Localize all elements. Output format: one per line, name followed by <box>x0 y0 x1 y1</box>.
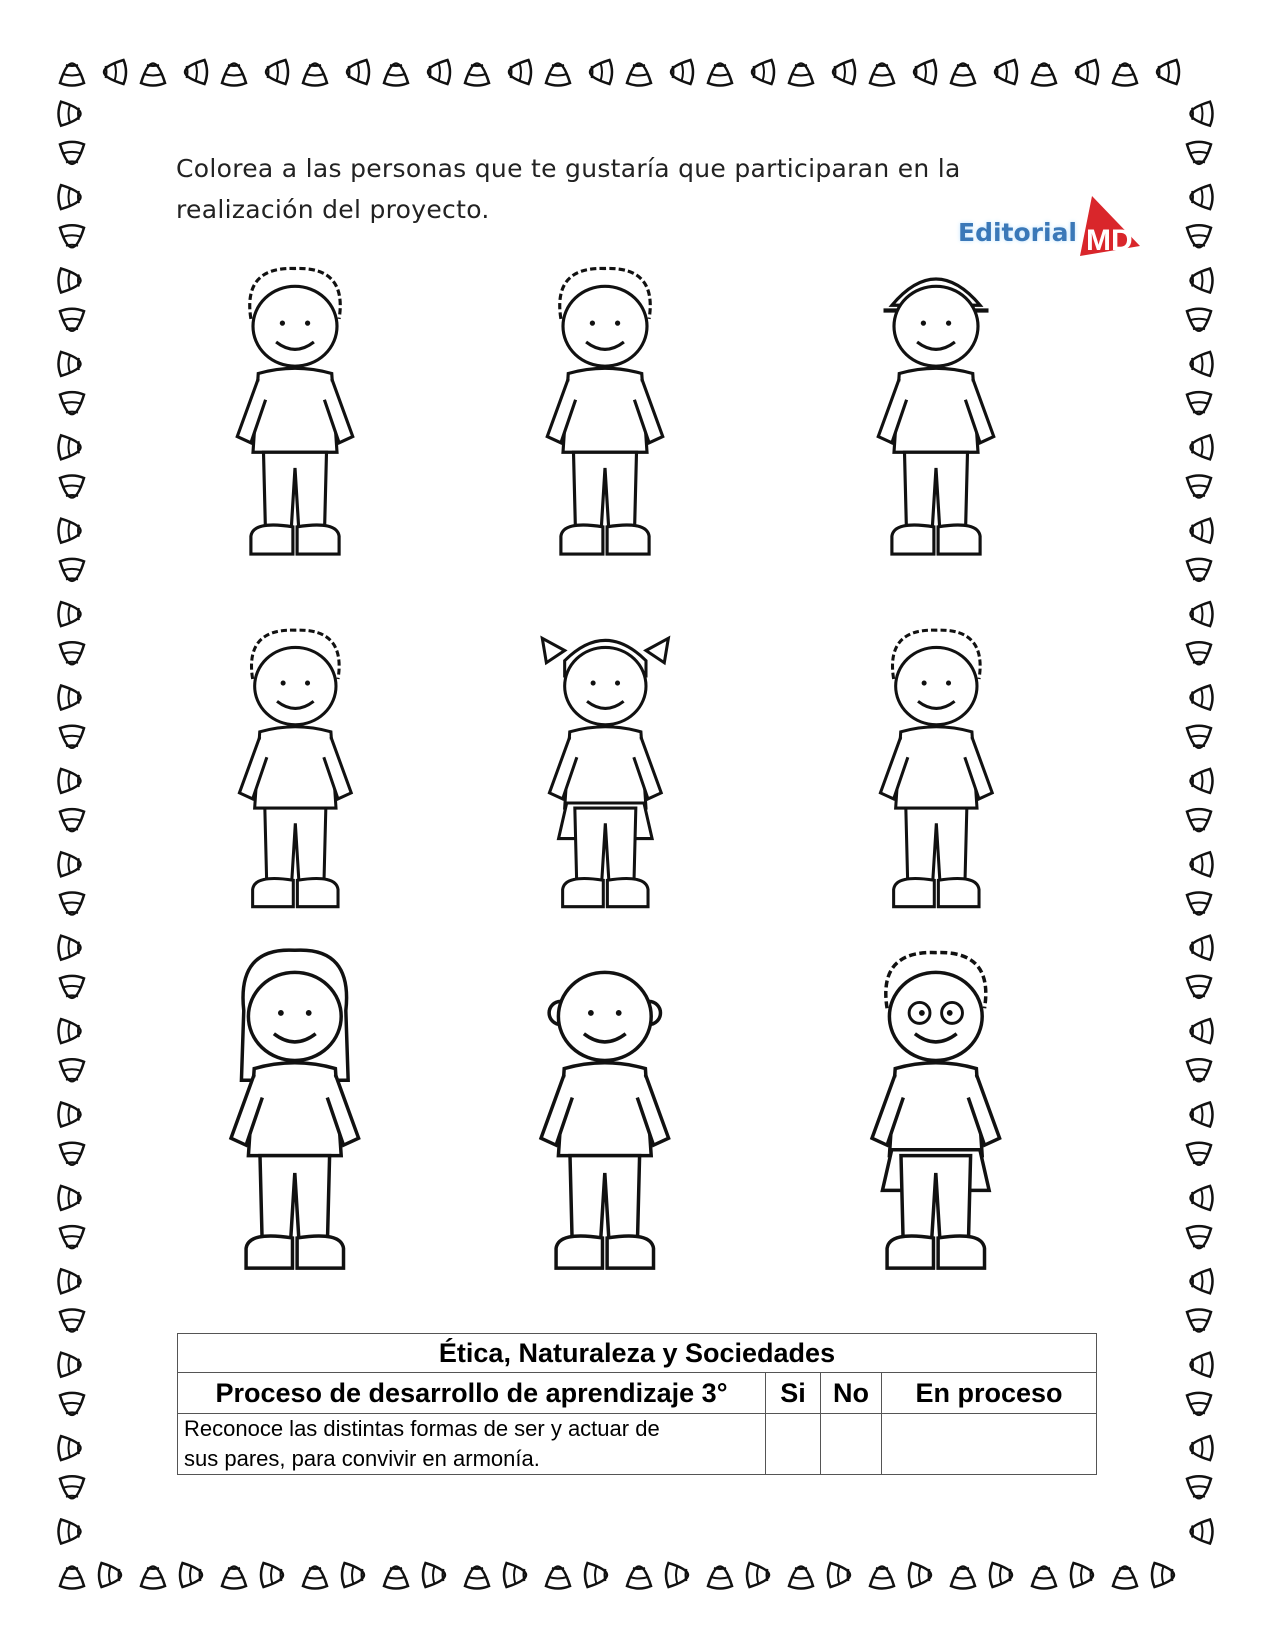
candy-corn-icon <box>1191 352 1213 376</box>
candy-corn-icon <box>347 60 369 84</box>
candy-corn-icon <box>870 1567 894 1589</box>
candy-corn-icon <box>627 64 651 86</box>
candy-corn-icon <box>1187 893 1211 915</box>
candy-corn-icon <box>1191 102 1213 126</box>
candy-corn-icon <box>60 1143 84 1165</box>
candy-corn-icon <box>1113 1567 1137 1589</box>
candy-corn-icon <box>1187 726 1211 748</box>
candy-corn-icon <box>504 1563 526 1587</box>
header-en-proceso: En proceso <box>882 1373 1097 1414</box>
candy-corn-icon <box>1191 435 1213 459</box>
candy-corn-icon <box>59 102 81 126</box>
candy-corn-icon <box>59 686 81 710</box>
candy-corn-icon <box>141 64 165 86</box>
candy-corn-icon <box>104 60 126 84</box>
candy-corn-icon <box>1191 1103 1213 1127</box>
candy-corn-icon <box>1187 392 1211 414</box>
figure-puppeteer-woman <box>211 258 379 573</box>
candy-corn-icon <box>59 1436 81 1460</box>
candy-corn-icon <box>266 60 288 84</box>
candy-corn-icon <box>951 1567 975 1589</box>
candy-corn-icon <box>1191 769 1213 793</box>
candy-corn-icon <box>60 893 84 915</box>
candy-corn-icon <box>1113 64 1137 86</box>
cell-en-proceso[interactable] <box>882 1414 1097 1475</box>
candy-corn-icon <box>870 64 894 86</box>
candy-corn-icon <box>303 1567 327 1589</box>
candy-corn-icon <box>99 1563 121 1587</box>
candy-corn-icon <box>428 60 450 84</box>
candy-corn-icon <box>60 476 84 498</box>
candy-corn-icon <box>60 392 84 414</box>
candy-corn-icon <box>1076 60 1098 84</box>
candy-corn-icon <box>465 64 489 86</box>
candy-corn-icon <box>60 1059 84 1081</box>
candy-corn-icon <box>384 1567 408 1589</box>
candy-corn-icon <box>59 185 81 209</box>
candy-corn-icon <box>1187 309 1211 331</box>
candy-corn-icon <box>303 64 327 86</box>
candy-corn-icon <box>1187 1476 1211 1498</box>
candy-corn-icon <box>60 726 84 748</box>
candy-corn-icon <box>59 435 81 459</box>
candy-corn-icon <box>342 1563 364 1587</box>
figure-boy-arms-crossed <box>855 620 1018 925</box>
candy-corn-icon <box>384 64 408 86</box>
figure-tech-man <box>521 258 689 573</box>
candy-corn-icon <box>1187 142 1211 164</box>
candy-corn-icon <box>222 1567 246 1589</box>
candy-corn-icon <box>180 1563 202 1587</box>
candy-corn-icon <box>1191 269 1213 293</box>
candy-corn-icon <box>914 60 936 84</box>
candy-corn-icon <box>1157 60 1179 84</box>
candy-corn-icon <box>1191 185 1213 209</box>
candy-corn-icon <box>60 1476 84 1498</box>
instructions <box>176 148 1076 230</box>
figure-grandmother <box>843 941 1029 1289</box>
candy-corn-icon <box>1191 1436 1213 1460</box>
candy-corn-icon <box>1152 1563 1174 1587</box>
figure-boy <box>214 620 377 925</box>
candy-corn-icon <box>1032 64 1056 86</box>
header-process: Proceso de desarrollo de aprendizaje 3° <box>178 1373 766 1414</box>
candy-corn-icon <box>185 60 207 84</box>
candy-corn-icon <box>59 1269 81 1293</box>
candy-corn-icon <box>59 269 81 293</box>
candy-corn-icon <box>627 1567 651 1589</box>
candy-corn-icon <box>789 64 813 86</box>
candy-corn-icon <box>59 1186 81 1210</box>
candy-corn-icon <box>1187 1310 1211 1332</box>
candy-corn-icon <box>990 1563 1012 1587</box>
md-logo-mark-icon <box>1072 194 1142 264</box>
candy-corn-icon <box>995 60 1017 84</box>
candy-corn-icon <box>59 1353 81 1377</box>
candy-corn-icon <box>465 1567 489 1589</box>
candy-corn-icon <box>1187 976 1211 998</box>
candy-corn-icon <box>60 142 84 164</box>
candy-corn-icon <box>60 1393 84 1415</box>
candy-corn-icon <box>951 64 975 86</box>
candy-corn-icon <box>60 1310 84 1332</box>
candy-corn-icon <box>546 1567 570 1589</box>
candy-corn-icon <box>671 60 693 84</box>
criterion-line-1: Reconoce las distintas formas de ser y actuar de <box>184 1416 660 1441</box>
candy-corn-icon <box>1191 936 1213 960</box>
candy-corn-icon <box>60 1226 84 1248</box>
instructions-line-2: realización del proyecto. <box>176 195 490 224</box>
candy-corn-icon <box>60 642 84 664</box>
candy-corn-icon <box>59 1103 81 1127</box>
candy-corn-icon <box>1191 852 1213 876</box>
figure-girl-pigtails <box>524 620 687 925</box>
candy-corn-icon <box>1191 1019 1213 1043</box>
candy-corn-icon <box>1187 1226 1211 1248</box>
candy-corn-icon <box>752 60 774 84</box>
candy-corn-icon <box>1187 809 1211 831</box>
candy-corn-icon <box>59 1520 81 1544</box>
candy-corn-icon <box>59 769 81 793</box>
figure-girl-long-hair <box>202 941 388 1289</box>
candy-corn-icon <box>909 1563 931 1587</box>
cell-si[interactable] <box>766 1414 821 1475</box>
candy-corn-icon <box>1191 602 1213 626</box>
candy-corn-icon <box>1071 1563 1093 1587</box>
candy-corn-icon <box>747 1563 769 1587</box>
candy-corn-icon <box>1191 1186 1213 1210</box>
candy-corn-icon <box>708 1567 732 1589</box>
candy-corn-icon <box>59 519 81 543</box>
candy-corn-icon <box>590 60 612 84</box>
candy-corn-icon <box>423 1563 445 1587</box>
row-criterion <box>178 1414 766 1475</box>
table-row <box>178 1414 1097 1475</box>
candy-corn-icon <box>60 225 84 247</box>
candy-corn-icon <box>222 64 246 86</box>
candy-corn-icon <box>1191 519 1213 543</box>
candy-corn-icon <box>141 1567 165 1589</box>
candy-corn-icon <box>60 309 84 331</box>
figure-coach-boy <box>852 258 1020 573</box>
candy-corn-icon <box>1191 1520 1213 1544</box>
logo-text: Editorial <box>958 218 1078 247</box>
candy-corn-icon <box>708 64 732 86</box>
candy-corn-icon <box>1187 1143 1211 1165</box>
candy-corn-icon <box>585 1563 607 1587</box>
candy-corn-icon <box>828 1563 850 1587</box>
candy-corn-icon <box>1187 225 1211 247</box>
candy-corn-icon <box>60 809 84 831</box>
candy-corn-icon <box>59 936 81 960</box>
candy-corn-icon <box>1191 1353 1213 1377</box>
figure-grandfather <box>512 941 698 1289</box>
candy-corn-icon <box>789 1567 813 1589</box>
candy-corn-icon <box>1032 1567 1056 1589</box>
evaluation-table <box>177 1333 1097 1475</box>
header-si: Si <box>766 1373 821 1414</box>
candy-corn-icon <box>666 1563 688 1587</box>
candy-corn-icon <box>60 976 84 998</box>
candy-corn-icon <box>60 64 84 86</box>
svg-text:MD: MD <box>1086 224 1133 257</box>
candy-corn-icon <box>509 60 531 84</box>
candy-corn-icon <box>261 1563 283 1587</box>
candy-corn-icon <box>60 559 84 581</box>
candy-corn-icon <box>59 602 81 626</box>
candy-corn-icon <box>1187 1393 1211 1415</box>
candy-corn-icon <box>1187 476 1211 498</box>
header-no: No <box>821 1373 882 1414</box>
instructions-line-1: Colorea a las personas que te gustaría que participaran en la <box>176 154 961 183</box>
candy-corn-icon <box>546 64 570 86</box>
candy-corn-icon <box>60 1567 84 1589</box>
candy-corn-icon <box>59 1019 81 1043</box>
table-title: Ética, Naturaleza y Sociedades <box>178 1334 1097 1373</box>
candy-corn-icon <box>1187 559 1211 581</box>
candy-corn-icon <box>1191 1269 1213 1293</box>
cell-no[interactable] <box>821 1414 882 1475</box>
candy-corn-icon <box>59 852 81 876</box>
candy-corn-icon <box>59 352 81 376</box>
candy-corn-icon <box>1187 1059 1211 1081</box>
criterion-line-2: sus pares, para convivir en armonía. <box>184 1446 540 1471</box>
candy-corn-icon <box>1191 686 1213 710</box>
candy-corn-icon <box>1187 642 1211 664</box>
candy-corn-icon <box>833 60 855 84</box>
